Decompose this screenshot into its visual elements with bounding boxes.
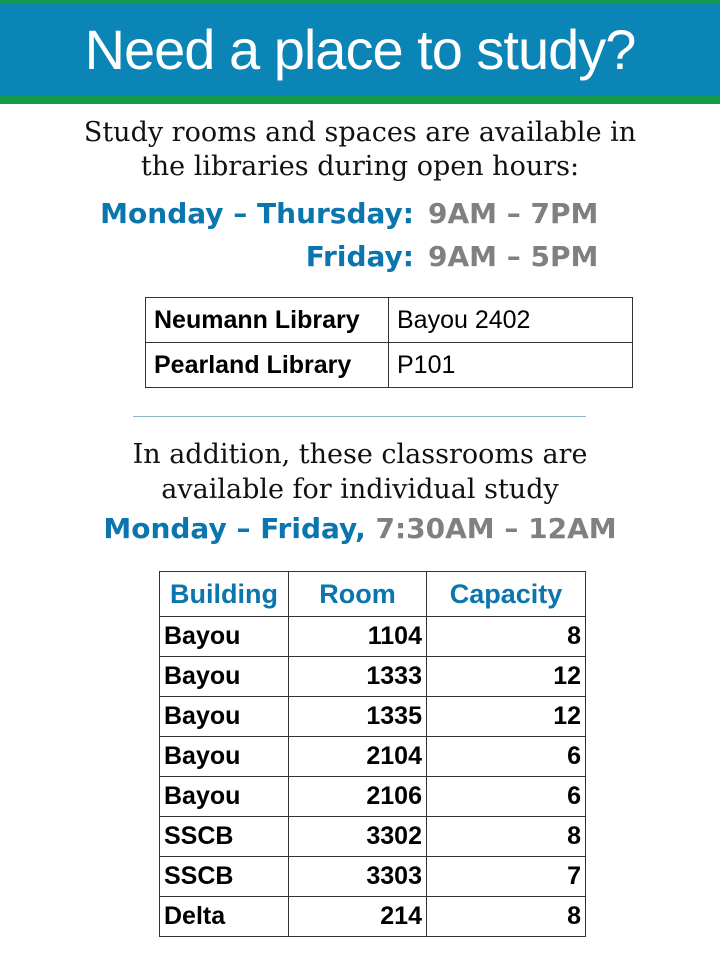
cell-building: Bayou	[160, 737, 289, 777]
library-name: Neumann Library	[146, 298, 389, 343]
cell-capacity: 12	[427, 657, 586, 697]
cell-room: 1333	[289, 657, 427, 697]
library-location: Bayou 2402	[389, 298, 633, 343]
table-row	[160, 777, 586, 817]
table-row	[146, 343, 633, 388]
intro-line-1: Study rooms and spaces are available in	[83, 117, 637, 148]
cell-room: 3303	[289, 857, 427, 897]
table-row	[160, 657, 586, 697]
cell-room: 214	[289, 897, 427, 937]
cell-building: Bayou	[160, 617, 289, 657]
cell-capacity: 8	[427, 617, 586, 657]
hours-time-value: 9AM – 7PM	[428, 197, 599, 230]
additional-text	[0, 437, 720, 507]
column-header-room: Room	[289, 572, 427, 617]
table-row	[160, 697, 586, 737]
hours-time-value: 9AM – 5PM	[428, 240, 599, 273]
table-row	[160, 737, 586, 777]
table-row	[160, 857, 586, 897]
library-name: Pearland Library	[146, 343, 389, 388]
cell-capacity: 12	[427, 697, 586, 737]
cell-room: 3302	[289, 817, 427, 857]
table-row	[160, 617, 586, 657]
intro-text	[0, 116, 720, 184]
classroom-hours	[0, 512, 720, 545]
header-bottom-stripe	[0, 96, 720, 104]
table-row	[146, 298, 633, 343]
hours-days-label: Friday:	[305, 240, 414, 273]
cell-building: Bayou	[160, 777, 289, 817]
cell-building: Delta	[160, 897, 289, 937]
table-row	[160, 817, 586, 857]
column-header-capacity: Capacity	[427, 572, 586, 617]
library-hours-friday	[0, 240, 720, 280]
additional-line-2: available for individual study	[161, 474, 559, 505]
classroom-hours-days: Monday – Friday,	[103, 512, 366, 545]
cell-building: SSCB	[160, 857, 289, 897]
library-hours-weekdays	[0, 197, 720, 237]
table-header-row	[160, 572, 586, 617]
cell-room: 1104	[289, 617, 427, 657]
column-header-building: Building	[160, 572, 289, 617]
cell-capacity: 7	[427, 857, 586, 897]
intro-line-2: the libraries during open hours:	[140, 151, 580, 182]
library-location: P101	[389, 343, 633, 388]
cell-building: SSCB	[160, 817, 289, 857]
classroom-table	[159, 571, 586, 937]
cell-capacity: 6	[427, 737, 586, 777]
cell-room: 1335	[289, 697, 427, 737]
page-title: Need a place to study?	[84, 18, 636, 81]
cell-building: Bayou	[160, 657, 289, 697]
additional-line-1: In addition, these classrooms are	[132, 439, 588, 470]
cell-building: Bayou	[160, 697, 289, 737]
cell-capacity: 8	[427, 897, 586, 937]
cell-capacity: 8	[427, 817, 586, 857]
cell-capacity: 6	[427, 777, 586, 817]
table-row	[160, 897, 586, 937]
cell-room: 2104	[289, 737, 427, 777]
cell-room: 2106	[289, 777, 427, 817]
classroom-hours-time: 7:30AM – 12AM	[375, 512, 617, 545]
section-divider	[133, 416, 586, 417]
library-locations-table	[145, 297, 633, 388]
hours-days-label: Monday – Thursday:	[100, 197, 414, 230]
